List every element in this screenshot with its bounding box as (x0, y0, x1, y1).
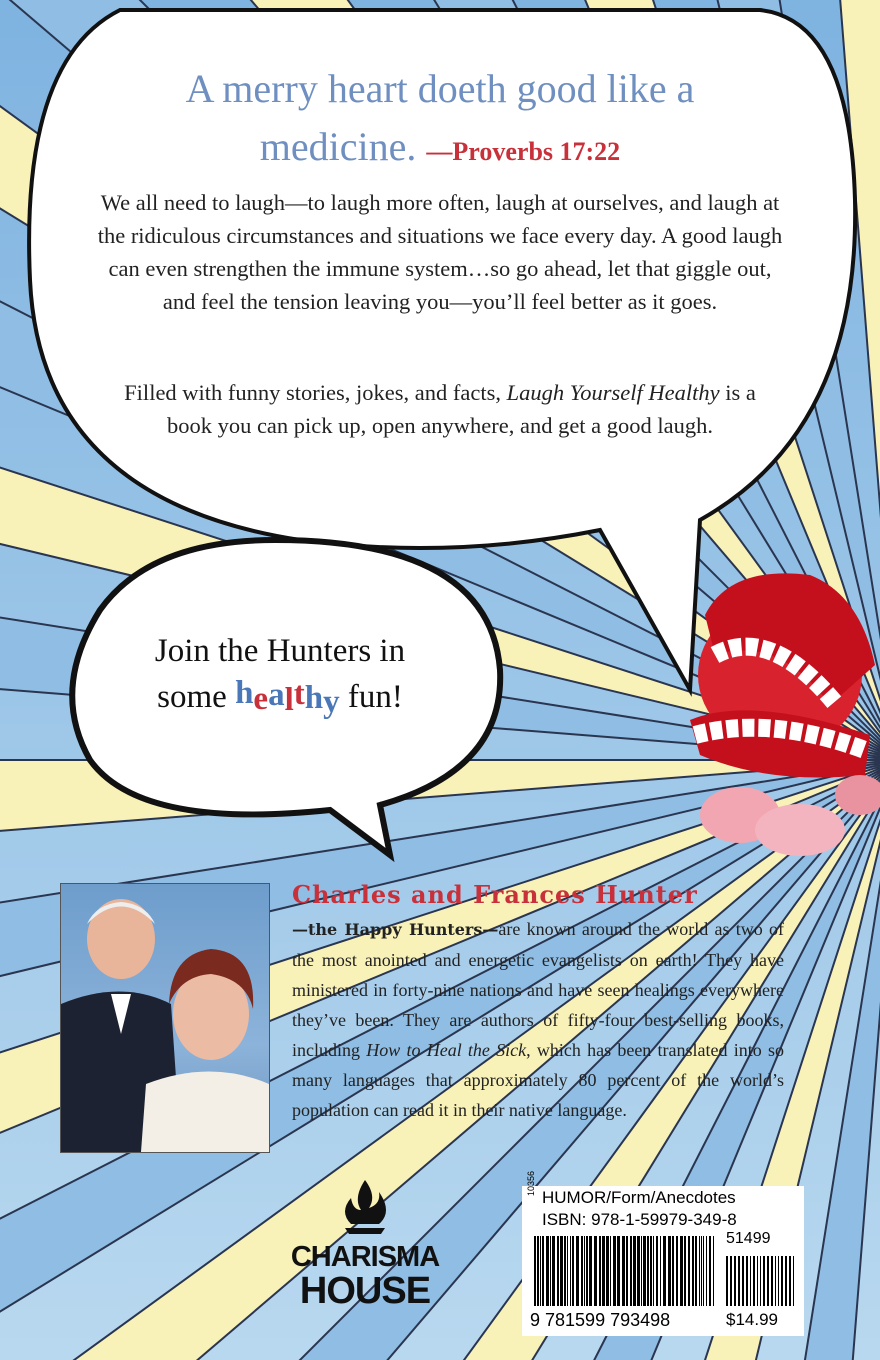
barcode-bar (602, 1236, 605, 1306)
barcode-panel (522, 1170, 804, 1336)
barcode-bar (542, 1236, 544, 1306)
publisher-logo (290, 1178, 440, 1312)
barcode-bar (630, 1236, 632, 1306)
barcode-bar (688, 1236, 690, 1306)
barcode-bar (589, 1236, 592, 1306)
barcode-bar (753, 1256, 755, 1306)
authors-name: Charles and Frances Hunter (292, 880, 698, 909)
barcode-bar (746, 1256, 748, 1306)
callout-line2 (90, 674, 470, 720)
healthy-letter: l (284, 682, 294, 718)
callout-post: fun! (339, 679, 403, 715)
callout-text (90, 628, 470, 720)
barcode-bar (656, 1236, 658, 1306)
callout-pre: some (157, 679, 236, 715)
barcode-price: $14.99 (726, 1310, 778, 1329)
barcode-bar (692, 1236, 694, 1306)
barcode-bar (730, 1256, 732, 1306)
authors-nickname: —the Happy Hunters— (292, 920, 499, 939)
bio-part2: , which has been translated into so many languages that approximately 80 percent of the world’s population can read it in their native language. (292, 1040, 784, 1120)
barcode-bar (552, 1236, 555, 1306)
barcode-bar (550, 1236, 551, 1306)
barcode-bar (763, 1256, 765, 1306)
barcode-bar (617, 1236, 620, 1306)
barcode-bar (703, 1236, 704, 1306)
barcode-bar (742, 1256, 744, 1306)
description-paragraph-2 (120, 376, 760, 442)
barcode-bar (650, 1236, 652, 1306)
barcode-bar (660, 1236, 661, 1306)
chattering-teeth-image (670, 545, 880, 875)
quote-reference: —Proverbs 17:22 (426, 137, 621, 166)
healthy-letter: h (235, 675, 254, 711)
barcode-bar (622, 1236, 625, 1306)
barcode-bar (560, 1236, 563, 1306)
healthy-letter: e (253, 681, 269, 717)
barcode-bar (738, 1256, 740, 1306)
barcode-small-code: 10356 (526, 1170, 536, 1196)
barcode-bar (546, 1236, 549, 1306)
barcode-bar (581, 1236, 583, 1306)
barcode-bar (699, 1236, 700, 1306)
barcode-bar (606, 1236, 609, 1306)
healthy-letter: a (268, 677, 285, 713)
barcode-bar (760, 1256, 761, 1306)
barcode-bar (576, 1236, 579, 1306)
barcode-bar (706, 1236, 707, 1306)
healthy-letter: y (323, 684, 340, 720)
barcode-bar (613, 1236, 616, 1306)
barcode-bar (726, 1256, 728, 1306)
barcode-bar (599, 1236, 601, 1306)
barcode-bar (643, 1236, 646, 1306)
author-photo (60, 883, 270, 1153)
barcode-bar (775, 1256, 776, 1306)
barcode-isbn: ISBN: 978-1-59979-349-8 (542, 1210, 737, 1229)
barcode-bar (668, 1236, 671, 1306)
publisher-line2: HOUSE (299, 1270, 431, 1312)
barcode-bar (653, 1236, 654, 1306)
barcode-bar (610, 1236, 611, 1306)
barcode-bar (570, 1236, 571, 1306)
barcode-bar (680, 1236, 683, 1306)
barcode-bar (586, 1236, 588, 1306)
healthy-letter: t (293, 676, 305, 712)
barcode-bar (684, 1236, 686, 1306)
barcode-bar (781, 1256, 783, 1306)
barcode-bar (564, 1236, 566, 1306)
barcode-bar (633, 1236, 636, 1306)
bio-part1: are known around the world as two of the most anointed and energetic evangelists on earth! They have ministered in forty-nine nations and have seen healings everywhere they’ve been. They are authors of fifty-four best-selling books, including (292, 919, 784, 1060)
barcode-bar (757, 1256, 758, 1306)
quote-text: A merry heart doeth good like a medicine. (185, 66, 695, 169)
bio-book-title: How to Heal the Sick (366, 1040, 527, 1060)
flame-icon (335, 1178, 395, 1236)
paragraph2-pre: Filled with funny stories, jokes, and facts, (124, 380, 507, 405)
barcode-bar (767, 1256, 769, 1306)
barcode-bar (750, 1256, 751, 1306)
barcode-bar (584, 1236, 585, 1306)
paragraph2-post: is a book you can pick up, open anywhere, and get a good laugh. (166, 380, 756, 438)
barcode-bar (572, 1236, 574, 1306)
barcode-bar (701, 1236, 702, 1306)
publisher-line1: CHARISMA (290, 1241, 440, 1273)
barcode-bar (672, 1236, 674, 1306)
authors-bio (292, 914, 784, 1125)
barcode-bar (647, 1236, 649, 1306)
barcode-bar (534, 1236, 536, 1306)
callout-line1: Join the Hunters in (154, 633, 406, 669)
book-title: Laugh Yourself Healthy (506, 380, 720, 405)
barcode-price-code: 51499 (726, 1230, 771, 1247)
barcode-category: HUMOR/Form/Anecdotes (542, 1188, 736, 1207)
barcode-bar (734, 1256, 736, 1306)
barcode-bar (537, 1236, 539, 1306)
barcode-bar (567, 1236, 568, 1306)
barcode-bar (641, 1236, 642, 1306)
barcode-bar (793, 1256, 794, 1306)
healthy-letter: h (304, 680, 324, 716)
barcode-bar (771, 1256, 773, 1306)
barcode-bar (695, 1236, 697, 1306)
barcode-ean: 9 781599 793498 (530, 1310, 671, 1330)
barcode-bar (785, 1256, 787, 1306)
barcode-bar (778, 1256, 779, 1306)
barcode-bar (594, 1236, 597, 1306)
description-paragraph-1: We all need to laugh—to laugh more often, laugh at ourselves, and laugh at the ridiculous circumstances and situations we face every day. A good laugh can even strengthen the immune system…so go ahead, let that giggle out, and feel the tension leaving you—you’ll feel better as it goes. (97, 190, 783, 314)
barcode-bar (663, 1236, 666, 1306)
barcode-bar (676, 1236, 678, 1306)
barcode-bar (557, 1236, 559, 1306)
barcode-bar (713, 1236, 714, 1306)
barcode-bar (709, 1236, 711, 1306)
healthy-word (235, 675, 340, 720)
barcode-bar (540, 1236, 541, 1306)
barcode-bar (637, 1236, 640, 1306)
bible-quote (120, 60, 760, 181)
barcode-bar (789, 1256, 791, 1306)
barcode-bar (626, 1236, 628, 1306)
